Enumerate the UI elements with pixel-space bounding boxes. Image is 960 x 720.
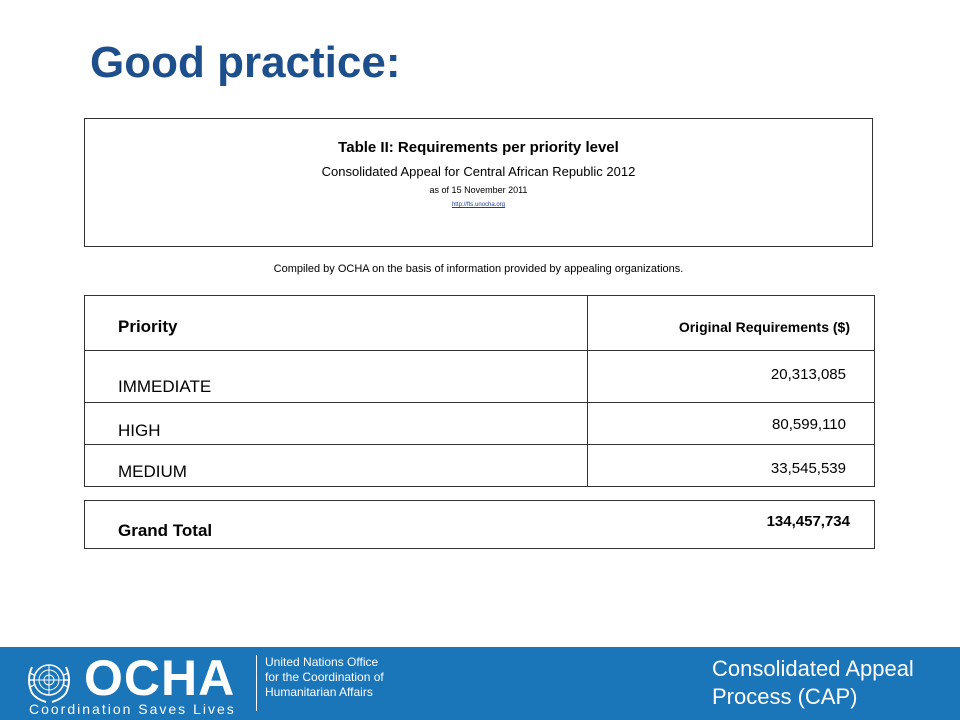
table-title: Table II: Requirements per priority level bbox=[338, 139, 619, 156]
tagline: Coordination Saves Lives bbox=[29, 701, 236, 717]
table-subtitle: Consolidated Appeal for Central African Republic 2012 bbox=[321, 164, 636, 179]
row-requirement-high: 80,599,110 bbox=[772, 416, 846, 433]
row-priority-medium: MEDIUM bbox=[118, 462, 187, 481]
table-header-box bbox=[84, 118, 873, 247]
source-link[interactable]: http://fts.unocha.org bbox=[451, 202, 506, 208]
table-date: as of 15 November 2011 bbox=[429, 185, 528, 195]
column-header-priority: Priority bbox=[118, 317, 178, 336]
row-divider bbox=[85, 402, 874, 403]
footer-banner bbox=[0, 647, 960, 720]
grand-total-value: 134,457,734 bbox=[766, 513, 850, 530]
un-office-name bbox=[265, 655, 384, 700]
cap-line-1: Consolidated Appeal bbox=[712, 656, 914, 681]
un-emblem-icon bbox=[24, 655, 74, 705]
row-requirement-medium: 33,545,539 bbox=[770, 460, 846, 477]
office-line-3: Humanitarian Affairs bbox=[265, 685, 373, 699]
requirements-table bbox=[84, 295, 875, 487]
grand-total-label: Grand Total bbox=[118, 521, 213, 540]
office-line-2: for the Coordination of bbox=[265, 670, 384, 684]
row-priority-high: HIGH bbox=[118, 421, 161, 440]
column-divider bbox=[587, 296, 588, 486]
row-requirement-immediate: 20,313,085 bbox=[770, 366, 846, 383]
column-header-requirements: Original Requirements ($) bbox=[678, 319, 850, 335]
row-priority-immediate: IMMEDIATE bbox=[118, 377, 212, 396]
page-title: Good practice: bbox=[90, 38, 401, 87]
cap-label bbox=[712, 655, 914, 711]
cap-line-2: Process (CAP) bbox=[712, 684, 858, 709]
row-divider bbox=[85, 444, 874, 445]
grand-total-row bbox=[84, 500, 875, 549]
logo-divider bbox=[256, 655, 257, 711]
row-divider bbox=[85, 350, 874, 351]
compiled-note: Compiled by OCHA on the basis of information provided by appealing organizations. bbox=[273, 263, 684, 275]
office-line-1: United Nations Office bbox=[265, 655, 379, 669]
ocha-logo: OCHA bbox=[84, 650, 236, 706]
